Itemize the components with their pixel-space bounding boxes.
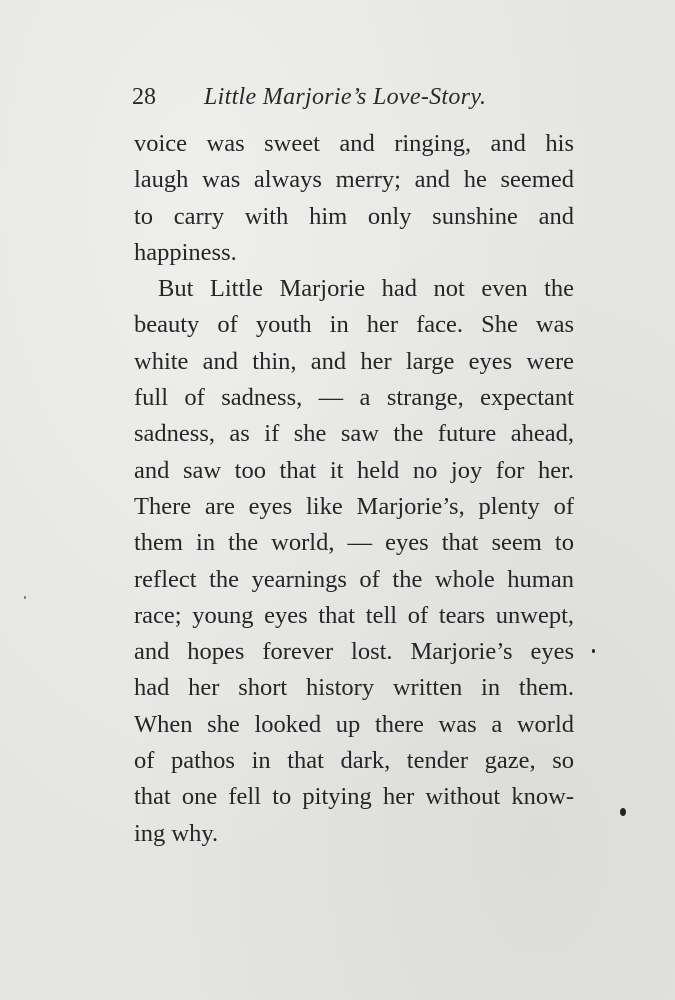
page-header bbox=[132, 80, 512, 114]
text-line: full of sadness, — a strange, expectant bbox=[134, 384, 574, 412]
page-number: 28 bbox=[132, 84, 156, 110]
text-line: sadness, as if she saw the future ahead, bbox=[134, 420, 574, 448]
text-line: There are eyes like Marjorie’s, plenty of bbox=[134, 492, 574, 520]
text-line: ing why. bbox=[134, 819, 219, 847]
text-line: that one fell to pitying her without know- bbox=[134, 783, 574, 811]
text-line: and hopes forever lost. Marjorie’s eyes bbox=[134, 638, 574, 666]
text-line: beauty of youth in her face. She was bbox=[134, 311, 574, 339]
text-line: of pathos in that dark, tender gaze, so bbox=[134, 747, 574, 775]
ink-speck bbox=[592, 649, 595, 653]
ink-speck bbox=[620, 808, 626, 816]
text-line: had her short history written in them. bbox=[134, 674, 574, 702]
body-text bbox=[134, 126, 574, 852]
text-line: reflect the yearnings of the whole human bbox=[134, 565, 574, 593]
text-line: But Little Marjorie had not even the bbox=[158, 275, 574, 303]
text-line: race; young eyes that tell of tears unwept, bbox=[134, 601, 574, 629]
running-title: Little Marjorie’s Love-Story. bbox=[204, 84, 487, 110]
text-line: laugh was always merry; and he seemed bbox=[134, 166, 574, 194]
text-line: happiness. bbox=[134, 238, 237, 266]
text-line: and saw too that it held no joy for her. bbox=[134, 456, 574, 484]
text-line: voice was sweet and ringing, and his bbox=[134, 130, 574, 157]
text-line: them in the world, — eyes that seem to bbox=[134, 529, 574, 557]
text-line: white and thin, and her large eyes were bbox=[134, 347, 574, 375]
text-line: When she looked up there was a world bbox=[134, 710, 574, 738]
ink-speck bbox=[24, 596, 26, 599]
text-line: to carry with him only sunshine and bbox=[134, 202, 574, 230]
